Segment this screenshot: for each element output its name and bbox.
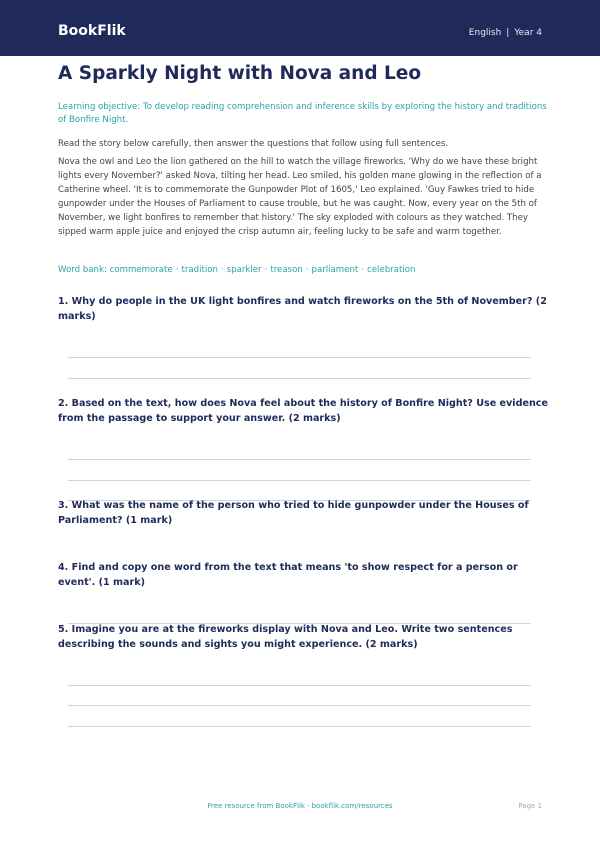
answer-line[interactable]: [68, 685, 531, 686]
answer-line[interactable]: [68, 459, 531, 460]
question-4: 4. Find and copy one word from the text that means 'to show respect for a person or event'. (1 mark): [58, 562, 518, 588]
question-3: 3. What was the name of the person who tried to hide gunpowder under the Houses of Parliament? (1 mark): [58, 500, 529, 526]
word-bank-separator: ·: [264, 265, 268, 275]
word-bank-separator: ·: [175, 265, 179, 275]
word-bank-separator: ·: [305, 265, 309, 275]
word-bank: [58, 265, 548, 275]
header-separator: |: [506, 28, 510, 38]
question-2: 2. Based on the text, how does Nova feel about the history of Bonfire Night? Use evidence from the passage to support your answer. (2 marks): [58, 398, 548, 424]
year-label: Year 4: [514, 28, 542, 38]
word-bank-item: commemorate: [109, 265, 173, 275]
learning-objective: Learning objective: To develop reading comprehension and inference skills by exploring the history and traditions of Bonfire Night.: [58, 102, 547, 125]
question-5: 5. Imagine you are at the fireworks display with Nova and Leo. Write two sentences describing the sounds and sights you might experience. (2 marks): [58, 624, 513, 650]
page-number: Page 1: [518, 802, 542, 810]
word-bank-item: treason: [270, 265, 303, 275]
word-bank-item: sparkler: [226, 265, 262, 275]
word-bank-separator: ·: [361, 265, 365, 275]
answer-line[interactable]: [68, 480, 531, 481]
answer-line[interactable]: [68, 357, 531, 358]
word-bank-separator: ·: [220, 265, 224, 275]
word-bank-label: Word bank:: [58, 265, 107, 275]
brand-logo[interactable]: BookFlik: [58, 23, 126, 39]
word-bank-item: tradition: [181, 265, 218, 275]
page-title: A Sparkly Night with Nova and Leo: [58, 63, 422, 84]
answer-line[interactable]: [68, 726, 531, 727]
word-bank-item: parliament: [311, 265, 359, 275]
header-meta: [469, 28, 542, 38]
footer-link[interactable]: Free resource from BookFlik · bookflik.com/resources: [207, 802, 393, 810]
question-1: 1. Why do people in the UK light bonfires and watch fireworks on the 5th of November? (2 marks): [58, 296, 547, 322]
page-header: [0, 0, 600, 56]
answer-line[interactable]: [68, 705, 531, 706]
subject-label: English: [468, 28, 502, 38]
story-passage: Nova the owl and Leo the lion gathered on the hill to watch the village fireworks. 'Why do we have these bright lights every November?' asked Nova, tilting her head. Leo smiled, his golden mane glowing in the reflection of a Catherine wheel. 'It is to commemorate the Gunpowder Plot of 1605,' Leo explained. 'Guy Fawkes tried to hide gunpowder under the Houses of Parliament to cause trouble, but he was caught. Now, every year on the 5th of November, we light bonfires to remember that history.' The sky exploded with colours as they watched. They sipped warm apple juice and enjoyed the crisp autumn air, feeling lucky to be safe and warm together.: [58, 157, 542, 237]
word-bank-item: celebration: [367, 265, 416, 275]
instruction-text: Read the story below carefully, then answer the questions that follow using full sentences.: [58, 139, 449, 149]
answer-line[interactable]: [68, 378, 531, 379]
